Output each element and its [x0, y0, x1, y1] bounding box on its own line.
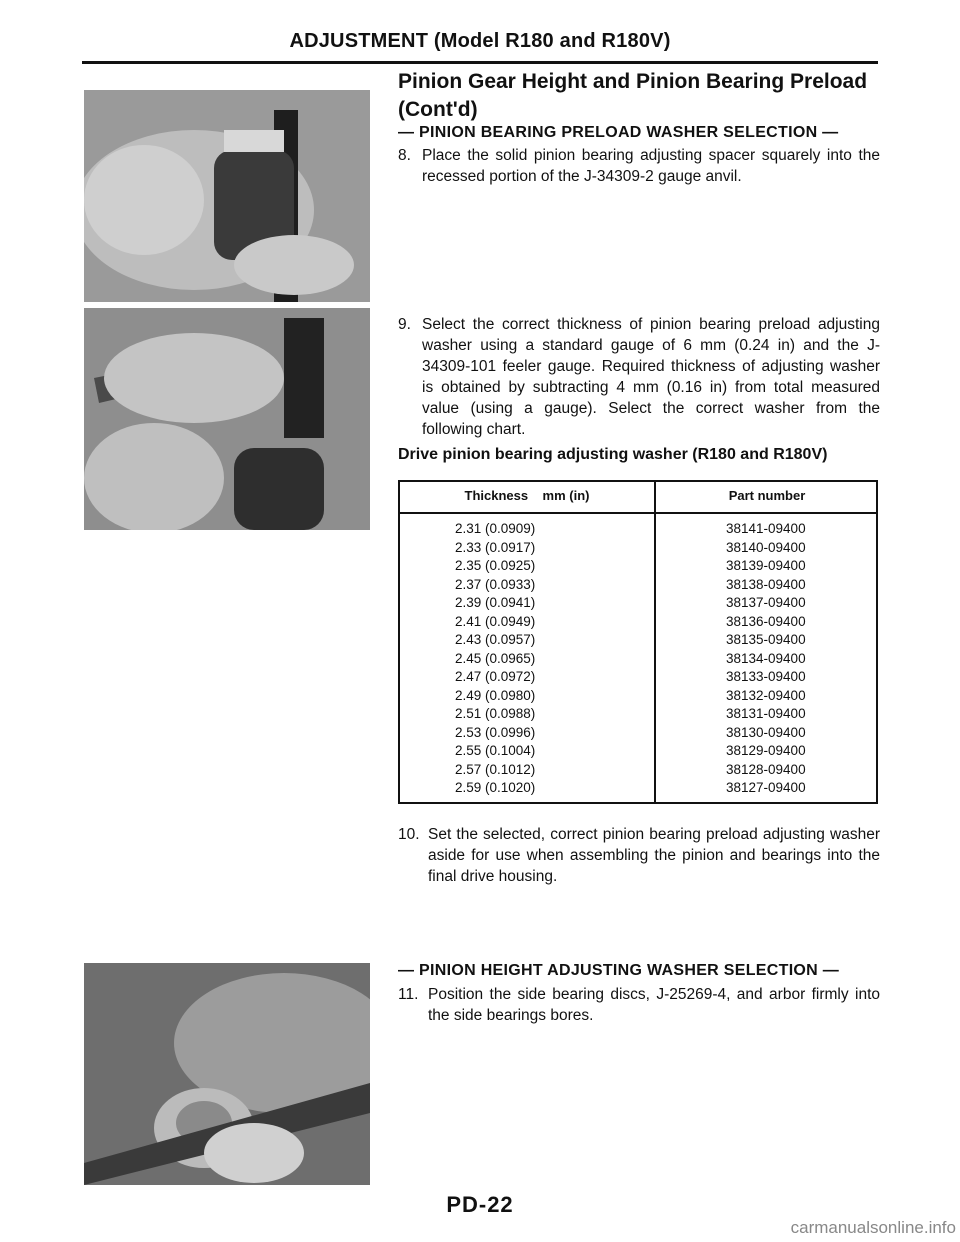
cell-thickness: 2.55 (0.1004) — [455, 743, 536, 758]
side-bearing-discs-photo — [84, 963, 370, 1185]
table-row — [400, 687, 876, 706]
cell-thickness: 2.37 (0.0933) — [455, 576, 536, 592]
table-row — [400, 594, 876, 613]
table-header-part-number: Part number — [728, 488, 806, 503]
cell-thickness: 2.49 (0.0980) — [455, 687, 536, 703]
cell-part-number: 38136-09400 — [726, 613, 806, 629]
header-rule — [82, 61, 878, 64]
table-row — [400, 761, 876, 780]
table-row — [400, 742, 876, 761]
table-row — [400, 668, 876, 687]
step-text: Place the solid pinion bearing adjusting spacer squarely into the recessed portion of the J-34309-2 gauge anvil. — [422, 147, 880, 185]
cell-thickness: 2.45 (0.0965) — [455, 650, 536, 666]
table-row — [400, 576, 876, 595]
table-header-divider — [400, 512, 876, 514]
cell-thickness: 2.33 (0.0917) — [455, 539, 536, 555]
cell-thickness: 2.41 (0.0949) — [455, 613, 536, 629]
cell-part-number: 38138-09400 — [726, 576, 806, 592]
section-title — [398, 68, 878, 124]
table-body — [400, 520, 876, 798]
table-row — [400, 539, 876, 558]
step-number: 11. — [398, 986, 419, 1003]
step-text: Select the correct thickness of pinion bearing preload adjusting washer using a standard gauge of 6 mm (0.24 in) and the J-34309-101 feeler gauge. Required thickness of adjusting washer is obtained by subtracting 4 mm (0.16 in) from total measured value (using a gauge). Select the correct washer from the following chart. — [422, 316, 880, 438]
washer-table — [398, 480, 878, 804]
table-row — [400, 520, 876, 539]
feeler-gauge-photo — [84, 308, 370, 530]
table-row — [400, 557, 876, 576]
cell-part-number: 38134-09400 — [726, 650, 806, 666]
section-title-line1: Pinion Gear Height and Pinion Bearing Preload — [398, 70, 868, 93]
step-10 — [398, 824, 880, 887]
hands-holding-gauge-anvil-photo — [84, 90, 370, 302]
cell-part-number: 38135-09400 — [726, 632, 806, 647]
step-number: 10. — [398, 826, 420, 843]
cell-part-number: 38141-09400 — [726, 521, 806, 536]
table-row — [400, 779, 876, 798]
cell-thickness: 2.53 (0.0996) — [455, 724, 536, 740]
step-11 — [398, 984, 880, 1026]
cell-part-number: 38140-09400 — [726, 539, 806, 555]
cell-part-number: 38137-09400 — [726, 595, 806, 610]
step-9 — [398, 314, 880, 440]
cell-part-number: 38127-09400 — [726, 780, 806, 795]
cell-thickness: 2.51 (0.0988) — [455, 706, 536, 721]
cell-thickness: 2.31 (0.0909) — [455, 521, 536, 536]
cell-thickness: 2.43 (0.0957) — [455, 632, 536, 647]
step-text: Set the selected, correct pinion bearing preload adjusting washer aside for use when assembling the pinion and bearings into the final drive housing. — [428, 826, 880, 885]
subhead-height-washer: — PINION HEIGHT ADJUSTING WASHER SELECTION — — [398, 962, 840, 979]
cell-part-number: 38133-09400 — [726, 669, 806, 684]
table-row — [400, 705, 876, 724]
cell-part-number: 38132-09400 — [726, 687, 806, 703]
table-header-thickness: Thickness mm (in) — [464, 488, 590, 503]
cell-thickness: 2.47 (0.0972) — [455, 669, 536, 684]
table-row — [400, 650, 876, 669]
cell-thickness: 2.57 (0.1012) — [455, 761, 536, 777]
cell-thickness: 2.35 (0.0925) — [455, 558, 536, 573]
step-number: 8. — [398, 147, 411, 164]
cell-thickness: 2.39 (0.0941) — [455, 595, 536, 610]
cell-part-number: 38131-09400 — [726, 706, 806, 721]
cell-part-number: 38139-09400 — [726, 558, 806, 573]
step-8 — [398, 145, 880, 187]
subhead-preload-washer: — PINION BEARING PRELOAD WASHER SELECTION — — [398, 124, 839, 141]
page-number: PD-22 — [446, 1192, 514, 1217]
cell-part-number: 38128-09400 — [726, 761, 806, 777]
section-title-line2: (Cont'd) — [398, 98, 478, 121]
table-row — [400, 724, 876, 743]
cell-thickness: 2.59 (0.1020) — [455, 780, 536, 795]
watermark-text: carmanualsonline.info — [790, 1218, 956, 1237]
page-header-title: ADJUSTMENT (Model R180 and R180V) — [289, 30, 671, 52]
step-text: Position the side bearing discs, J-25269-4, and arbor firmly into the side bearings bores. — [428, 986, 880, 1024]
table-row — [400, 613, 876, 632]
cell-part-number: 38129-09400 — [726, 743, 806, 758]
table-row — [400, 631, 876, 650]
washer-table-title: Drive pinion bearing adjusting washer (R180 and R180V) — [398, 446, 828, 463]
cell-part-number: 38130-09400 — [726, 724, 806, 740]
step-number: 9. — [398, 316, 411, 333]
